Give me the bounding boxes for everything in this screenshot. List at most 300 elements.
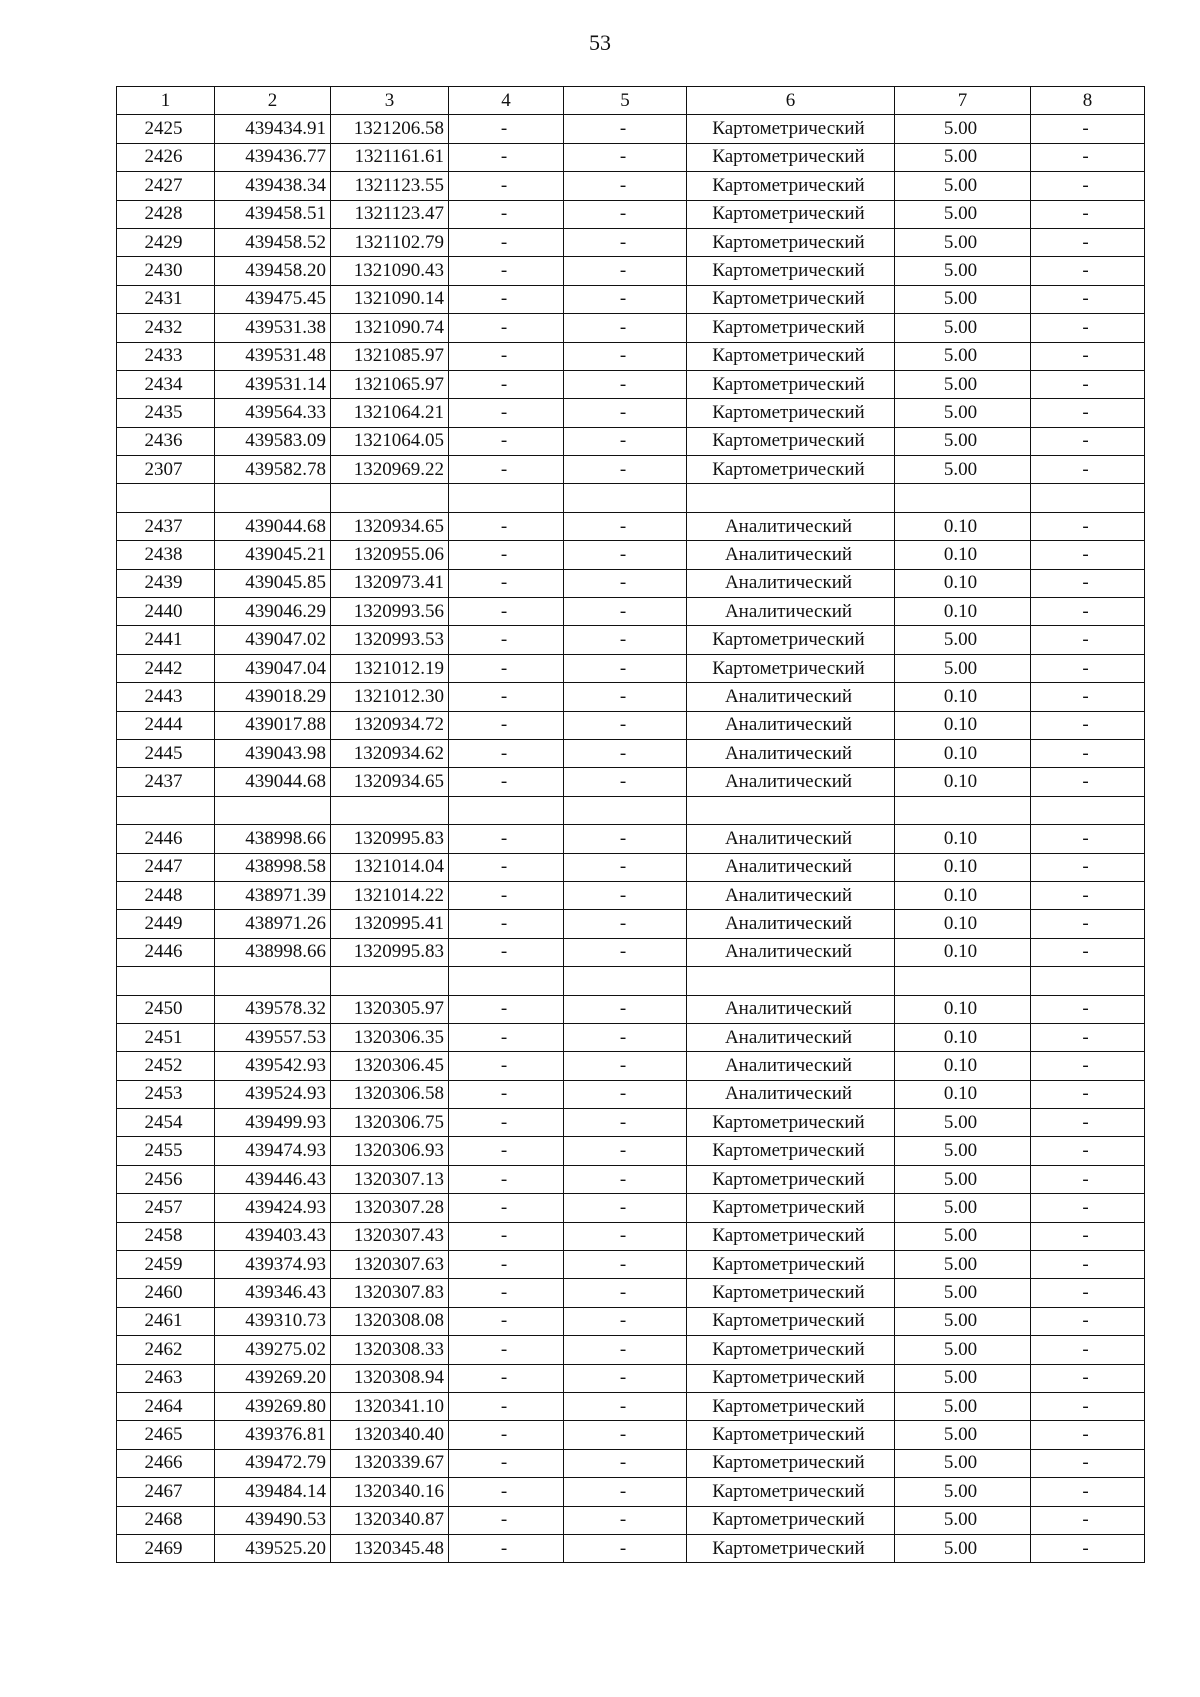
table-row — [117, 285, 1145, 313]
column-8-cell: - — [1031, 1165, 1145, 1193]
table-row — [117, 399, 1145, 427]
method-cell: Аналитический — [687, 1023, 895, 1051]
y-coordinate-cell: 1321102.79 — [331, 228, 449, 256]
column-8-cell: - — [1031, 825, 1145, 853]
point-number-cell: 2461 — [117, 1307, 215, 1335]
point-number-cell: 2457 — [117, 1194, 215, 1222]
point-number-cell: 2428 — [117, 200, 215, 228]
column-8-cell: - — [1031, 1364, 1145, 1392]
column-4-cell: - — [449, 1506, 564, 1534]
column-4-cell: - — [449, 1165, 564, 1193]
method-cell: Аналитический — [687, 768, 895, 796]
column-5-cell: - — [564, 739, 687, 767]
accuracy-cell: 0.10 — [895, 541, 1031, 569]
x-coordinate-cell: 439472.79 — [215, 1449, 331, 1477]
column-4-cell: - — [449, 1222, 564, 1250]
method-cell — [687, 967, 895, 995]
method-cell: Картометрический — [687, 1336, 895, 1364]
accuracy-cell: 0.10 — [895, 598, 1031, 626]
method-cell: Картометрический — [687, 342, 895, 370]
column-8-cell: - — [1031, 654, 1145, 682]
column-4-cell — [449, 967, 564, 995]
column-5-cell: - — [564, 314, 687, 342]
y-coordinate-cell: 1320340.16 — [331, 1478, 449, 1506]
column-8-cell: - — [1031, 342, 1145, 370]
table-row — [117, 1307, 1145, 1335]
table-row — [117, 683, 1145, 711]
x-coordinate-cell: 439542.93 — [215, 1052, 331, 1080]
y-coordinate-cell: 1321123.47 — [331, 200, 449, 228]
column-5-cell: - — [564, 285, 687, 313]
table-row — [117, 1165, 1145, 1193]
accuracy-cell: 0.10 — [895, 512, 1031, 540]
column-8-cell: - — [1031, 427, 1145, 455]
table-row — [117, 1421, 1145, 1449]
x-coordinate-cell: 439047.02 — [215, 626, 331, 654]
x-coordinate-cell: 439525.20 — [215, 1534, 331, 1562]
table-row — [117, 456, 1145, 484]
y-coordinate-cell: 1321012.19 — [331, 654, 449, 682]
column-4-cell: - — [449, 200, 564, 228]
accuracy-cell: 5.00 — [895, 399, 1031, 427]
point-number-cell: 2449 — [117, 910, 215, 938]
point-number-cell: 2441 — [117, 626, 215, 654]
x-coordinate-cell: 439524.93 — [215, 1080, 331, 1108]
method-cell: Картометрический — [687, 1534, 895, 1562]
table-row — [117, 512, 1145, 540]
column-8-cell: - — [1031, 995, 1145, 1023]
method-cell: Аналитический — [687, 711, 895, 739]
header-cell: 3 — [331, 87, 449, 115]
table-row — [117, 143, 1145, 171]
column-5-cell: - — [564, 598, 687, 626]
accuracy-cell: 0.10 — [895, 711, 1031, 739]
column-8-cell: - — [1031, 1080, 1145, 1108]
column-8-cell: - — [1031, 200, 1145, 228]
method-cell — [687, 796, 895, 824]
point-number-cell: 2435 — [117, 399, 215, 427]
column-8-cell: - — [1031, 1534, 1145, 1562]
y-coordinate-cell: 1320307.43 — [331, 1222, 449, 1250]
x-coordinate-cell: 439531.14 — [215, 370, 331, 398]
column-5-cell: - — [564, 1080, 687, 1108]
point-number-cell: 2452 — [117, 1052, 215, 1080]
y-coordinate-cell: 1320306.35 — [331, 1023, 449, 1051]
method-cell: Картометрический — [687, 172, 895, 200]
point-number-cell: 2454 — [117, 1109, 215, 1137]
column-8-cell: - — [1031, 1194, 1145, 1222]
column-8-cell: - — [1031, 768, 1145, 796]
y-coordinate-cell: 1320306.93 — [331, 1137, 449, 1165]
header-cell: 4 — [449, 87, 564, 115]
table-row — [117, 711, 1145, 739]
x-coordinate-cell: 439045.21 — [215, 541, 331, 569]
y-coordinate-cell: 1320995.41 — [331, 910, 449, 938]
point-number-cell: 2436 — [117, 427, 215, 455]
accuracy-cell: 0.10 — [895, 569, 1031, 597]
table-row — [117, 598, 1145, 626]
x-coordinate-cell: 439564.33 — [215, 399, 331, 427]
column-4-cell: - — [449, 626, 564, 654]
point-number-cell: 2465 — [117, 1421, 215, 1449]
y-coordinate-cell: 1321123.55 — [331, 172, 449, 200]
method-cell: Аналитический — [687, 910, 895, 938]
table-row — [117, 370, 1145, 398]
column-5-cell: - — [564, 1421, 687, 1449]
x-coordinate-cell: 438971.26 — [215, 910, 331, 938]
accuracy-cell: 0.10 — [895, 825, 1031, 853]
column-5-cell: - — [564, 1364, 687, 1392]
header-cell: 6 — [687, 87, 895, 115]
y-coordinate-cell: 1321090.14 — [331, 285, 449, 313]
header-cell: 2 — [215, 87, 331, 115]
x-coordinate-cell: 439424.93 — [215, 1194, 331, 1222]
accuracy-cell: 5.00 — [895, 1109, 1031, 1137]
column-8-cell: - — [1031, 739, 1145, 767]
table-row — [117, 484, 1145, 512]
y-coordinate-cell — [331, 967, 449, 995]
accuracy-cell: 5.00 — [895, 1222, 1031, 1250]
column-8-cell — [1031, 484, 1145, 512]
column-8-cell: - — [1031, 115, 1145, 143]
x-coordinate-cell — [215, 967, 331, 995]
column-8-cell: - — [1031, 1052, 1145, 1080]
method-cell: Аналитический — [687, 825, 895, 853]
point-number-cell: 2446 — [117, 938, 215, 966]
column-5-cell: - — [564, 910, 687, 938]
x-coordinate-cell: 439531.48 — [215, 342, 331, 370]
method-cell: Картометрический — [687, 285, 895, 313]
method-cell: Картометрический — [687, 1222, 895, 1250]
point-number-cell: 2469 — [117, 1534, 215, 1562]
x-coordinate-cell: 439582.78 — [215, 456, 331, 484]
method-cell: Аналитический — [687, 881, 895, 909]
x-coordinate-cell: 439346.43 — [215, 1279, 331, 1307]
table-row — [117, 1534, 1145, 1562]
table-row — [117, 342, 1145, 370]
y-coordinate-cell — [331, 484, 449, 512]
column-4-cell: - — [449, 569, 564, 597]
column-4-cell: - — [449, 995, 564, 1023]
column-8-cell: - — [1031, 370, 1145, 398]
column-4-cell: - — [449, 1421, 564, 1449]
table-row — [117, 1251, 1145, 1279]
accuracy-cell: 0.10 — [895, 1080, 1031, 1108]
column-8-cell: - — [1031, 1336, 1145, 1364]
method-cell: Картометрический — [687, 314, 895, 342]
point-number-cell: 2464 — [117, 1392, 215, 1420]
column-4-cell: - — [449, 115, 564, 143]
table-row — [117, 626, 1145, 654]
column-8-cell: - — [1031, 683, 1145, 711]
column-8-cell: - — [1031, 881, 1145, 909]
column-4-cell: - — [449, 427, 564, 455]
table-row — [117, 654, 1145, 682]
column-5-cell: - — [564, 938, 687, 966]
point-number-cell — [117, 796, 215, 824]
column-8-cell: - — [1031, 569, 1145, 597]
method-cell: Картометрический — [687, 228, 895, 256]
accuracy-cell: 5.00 — [895, 626, 1031, 654]
column-4-cell: - — [449, 739, 564, 767]
accuracy-cell: 5.00 — [895, 200, 1031, 228]
table-row — [117, 1506, 1145, 1534]
method-cell: Аналитический — [687, 853, 895, 881]
header-cell: 5 — [564, 87, 687, 115]
accuracy-cell: 5.00 — [895, 314, 1031, 342]
accuracy-cell: 5.00 — [895, 285, 1031, 313]
point-number-cell: 2307 — [117, 456, 215, 484]
point-number-cell: 2431 — [117, 285, 215, 313]
column-4-cell: - — [449, 285, 564, 313]
column-8-cell — [1031, 967, 1145, 995]
table-row — [117, 115, 1145, 143]
point-number-cell: 2467 — [117, 1478, 215, 1506]
column-8-cell: - — [1031, 512, 1145, 540]
column-5-cell: - — [564, 881, 687, 909]
point-number-cell: 2458 — [117, 1222, 215, 1250]
accuracy-cell: 5.00 — [895, 1392, 1031, 1420]
accuracy-cell: 0.10 — [895, 853, 1031, 881]
column-4-cell: - — [449, 938, 564, 966]
x-coordinate-cell: 438998.66 — [215, 938, 331, 966]
method-cell: Картометрический — [687, 1165, 895, 1193]
table-row — [117, 427, 1145, 455]
y-coordinate-cell: 1320955.06 — [331, 541, 449, 569]
method-cell: Аналитический — [687, 569, 895, 597]
column-8-cell: - — [1031, 399, 1145, 427]
column-4-cell: - — [449, 370, 564, 398]
column-4-cell: - — [449, 143, 564, 171]
y-coordinate-cell — [331, 796, 449, 824]
x-coordinate-cell — [215, 484, 331, 512]
column-5-cell: - — [564, 995, 687, 1023]
method-cell: Аналитический — [687, 541, 895, 569]
table-row — [117, 1080, 1145, 1108]
x-coordinate-cell: 439045.85 — [215, 569, 331, 597]
column-5-cell: - — [564, 257, 687, 285]
y-coordinate-cell: 1320995.83 — [331, 938, 449, 966]
column-5-cell: - — [564, 853, 687, 881]
x-coordinate-cell: 439446.43 — [215, 1165, 331, 1193]
point-number-cell: 2456 — [117, 1165, 215, 1193]
accuracy-cell: 5.00 — [895, 115, 1031, 143]
table-row — [117, 1137, 1145, 1165]
y-coordinate-cell: 1320305.97 — [331, 995, 449, 1023]
column-4-cell: - — [449, 541, 564, 569]
column-4-cell — [449, 796, 564, 824]
table-row — [117, 1336, 1145, 1364]
column-5-cell: - — [564, 626, 687, 654]
y-coordinate-cell: 1320306.58 — [331, 1080, 449, 1108]
table-row — [117, 1052, 1145, 1080]
coordinates-table — [116, 86, 1145, 1563]
column-4-cell: - — [449, 1109, 564, 1137]
column-4-cell: - — [449, 853, 564, 881]
column-8-cell: - — [1031, 853, 1145, 881]
column-5-cell: - — [564, 427, 687, 455]
x-coordinate-cell: 439310.73 — [215, 1307, 331, 1335]
column-8-cell — [1031, 796, 1145, 824]
method-cell: Картометрический — [687, 115, 895, 143]
accuracy-cell: 5.00 — [895, 342, 1031, 370]
column-4-cell: - — [449, 1307, 564, 1335]
column-5-cell: - — [564, 1137, 687, 1165]
accuracy-cell: 0.10 — [895, 995, 1031, 1023]
column-5-cell: - — [564, 825, 687, 853]
column-8-cell: - — [1031, 938, 1145, 966]
column-4-cell: - — [449, 1449, 564, 1477]
column-4-cell: - — [449, 768, 564, 796]
table-row — [117, 200, 1145, 228]
accuracy-cell: 5.00 — [895, 654, 1031, 682]
table-row — [117, 796, 1145, 824]
y-coordinate-cell: 1321090.74 — [331, 314, 449, 342]
accuracy-cell: 5.00 — [895, 1251, 1031, 1279]
point-number-cell — [117, 967, 215, 995]
x-coordinate-cell: 439434.91 — [215, 115, 331, 143]
column-8-cell: - — [1031, 1449, 1145, 1477]
column-5-cell: - — [564, 1534, 687, 1562]
column-5-cell: - — [564, 456, 687, 484]
accuracy-cell: 5.00 — [895, 172, 1031, 200]
table-row — [117, 228, 1145, 256]
method-cell: Картометрический — [687, 1307, 895, 1335]
method-cell: Картометрический — [687, 1364, 895, 1392]
x-coordinate-cell: 439269.80 — [215, 1392, 331, 1420]
point-number-cell: 2462 — [117, 1336, 215, 1364]
x-coordinate-cell: 439275.02 — [215, 1336, 331, 1364]
column-5-cell: - — [564, 654, 687, 682]
y-coordinate-cell: 1320340.87 — [331, 1506, 449, 1534]
y-coordinate-cell: 1320308.94 — [331, 1364, 449, 1392]
point-number-cell: 2426 — [117, 143, 215, 171]
table-row — [117, 541, 1145, 569]
column-5-cell: - — [564, 1506, 687, 1534]
x-coordinate-cell: 439475.45 — [215, 285, 331, 313]
column-5-cell: - — [564, 711, 687, 739]
point-number-cell: 2434 — [117, 370, 215, 398]
point-number-cell: 2437 — [117, 768, 215, 796]
y-coordinate-cell: 1320307.13 — [331, 1165, 449, 1193]
column-4-cell: - — [449, 1364, 564, 1392]
method-cell: Картометрический — [687, 626, 895, 654]
table-row — [117, 853, 1145, 881]
x-coordinate-cell: 439043.98 — [215, 739, 331, 767]
column-8-cell: - — [1031, 598, 1145, 626]
y-coordinate-cell: 1321085.97 — [331, 342, 449, 370]
column-8-cell: - — [1031, 1137, 1145, 1165]
table-row — [117, 739, 1145, 767]
point-number-cell: 2460 — [117, 1279, 215, 1307]
accuracy-cell: 0.10 — [895, 1023, 1031, 1051]
x-coordinate-cell: 439403.43 — [215, 1222, 331, 1250]
column-4-cell: - — [449, 1534, 564, 1562]
column-4-cell: - — [449, 1194, 564, 1222]
table-row — [117, 1392, 1145, 1420]
column-4-cell: - — [449, 399, 564, 427]
column-8-cell: - — [1031, 1023, 1145, 1051]
point-number-cell: 2451 — [117, 1023, 215, 1051]
column-5-cell: - — [564, 1449, 687, 1477]
column-5-cell: - — [564, 1478, 687, 1506]
point-number-cell: 2443 — [117, 683, 215, 711]
y-coordinate-cell: 1320307.28 — [331, 1194, 449, 1222]
column-4-cell: - — [449, 825, 564, 853]
method-cell: Аналитический — [687, 598, 895, 626]
x-coordinate-cell: 439557.53 — [215, 1023, 331, 1051]
column-4-cell: - — [449, 1052, 564, 1080]
point-number-cell: 2427 — [117, 172, 215, 200]
page-number: 53 — [589, 30, 611, 55]
header-cell: 7 — [895, 87, 1031, 115]
method-cell: Картометрический — [687, 654, 895, 682]
x-coordinate-cell: 439474.93 — [215, 1137, 331, 1165]
x-coordinate-cell: 439047.04 — [215, 654, 331, 682]
column-4-cell: - — [449, 1478, 564, 1506]
table-row — [117, 569, 1145, 597]
x-coordinate-cell: 439484.14 — [215, 1478, 331, 1506]
method-cell: Картометрический — [687, 1109, 895, 1137]
x-coordinate-cell: 439438.34 — [215, 172, 331, 200]
x-coordinate-cell: 439583.09 — [215, 427, 331, 455]
point-number-cell: 2463 — [117, 1364, 215, 1392]
method-cell: Картометрический — [687, 370, 895, 398]
table-row — [117, 967, 1145, 995]
x-coordinate-cell: 439269.20 — [215, 1364, 331, 1392]
column-8-cell: - — [1031, 314, 1145, 342]
method-cell: Картометрический — [687, 399, 895, 427]
column-4-cell: - — [449, 1251, 564, 1279]
table-row — [117, 1279, 1145, 1307]
method-cell: Аналитический — [687, 995, 895, 1023]
column-4-cell: - — [449, 598, 564, 626]
x-coordinate-cell: 438998.58 — [215, 853, 331, 881]
method-cell: Картометрический — [687, 1137, 895, 1165]
y-coordinate-cell: 1320345.48 — [331, 1534, 449, 1562]
y-coordinate-cell: 1320306.45 — [331, 1052, 449, 1080]
column-5-cell: - — [564, 370, 687, 398]
column-5-cell: - — [564, 1052, 687, 1080]
column-4-cell: - — [449, 342, 564, 370]
point-number-cell: 2455 — [117, 1137, 215, 1165]
point-number-cell: 2447 — [117, 853, 215, 881]
column-4-cell: - — [449, 654, 564, 682]
column-5-cell: - — [564, 342, 687, 370]
y-coordinate-cell: 1320340.40 — [331, 1421, 449, 1449]
column-8-cell: - — [1031, 1478, 1145, 1506]
accuracy-cell: 0.10 — [895, 881, 1031, 909]
x-coordinate-cell: 439374.93 — [215, 1251, 331, 1279]
column-4-cell: - — [449, 711, 564, 739]
column-4-cell: - — [449, 1336, 564, 1364]
accuracy-cell: 5.00 — [895, 1364, 1031, 1392]
column-8-cell: - — [1031, 1251, 1145, 1279]
column-8-cell: - — [1031, 626, 1145, 654]
column-8-cell: - — [1031, 711, 1145, 739]
method-cell: Картометрический — [687, 1392, 895, 1420]
x-coordinate-cell: 439499.93 — [215, 1109, 331, 1137]
column-8-cell: - — [1031, 143, 1145, 171]
column-5-cell: - — [564, 1251, 687, 1279]
column-5-cell: - — [564, 172, 687, 200]
accuracy-cell: 0.10 — [895, 910, 1031, 938]
point-number-cell: 2444 — [117, 711, 215, 739]
point-number-cell: 2430 — [117, 257, 215, 285]
x-coordinate-cell: 439458.52 — [215, 228, 331, 256]
table-row — [117, 1222, 1145, 1250]
y-coordinate-cell: 1320934.62 — [331, 739, 449, 767]
